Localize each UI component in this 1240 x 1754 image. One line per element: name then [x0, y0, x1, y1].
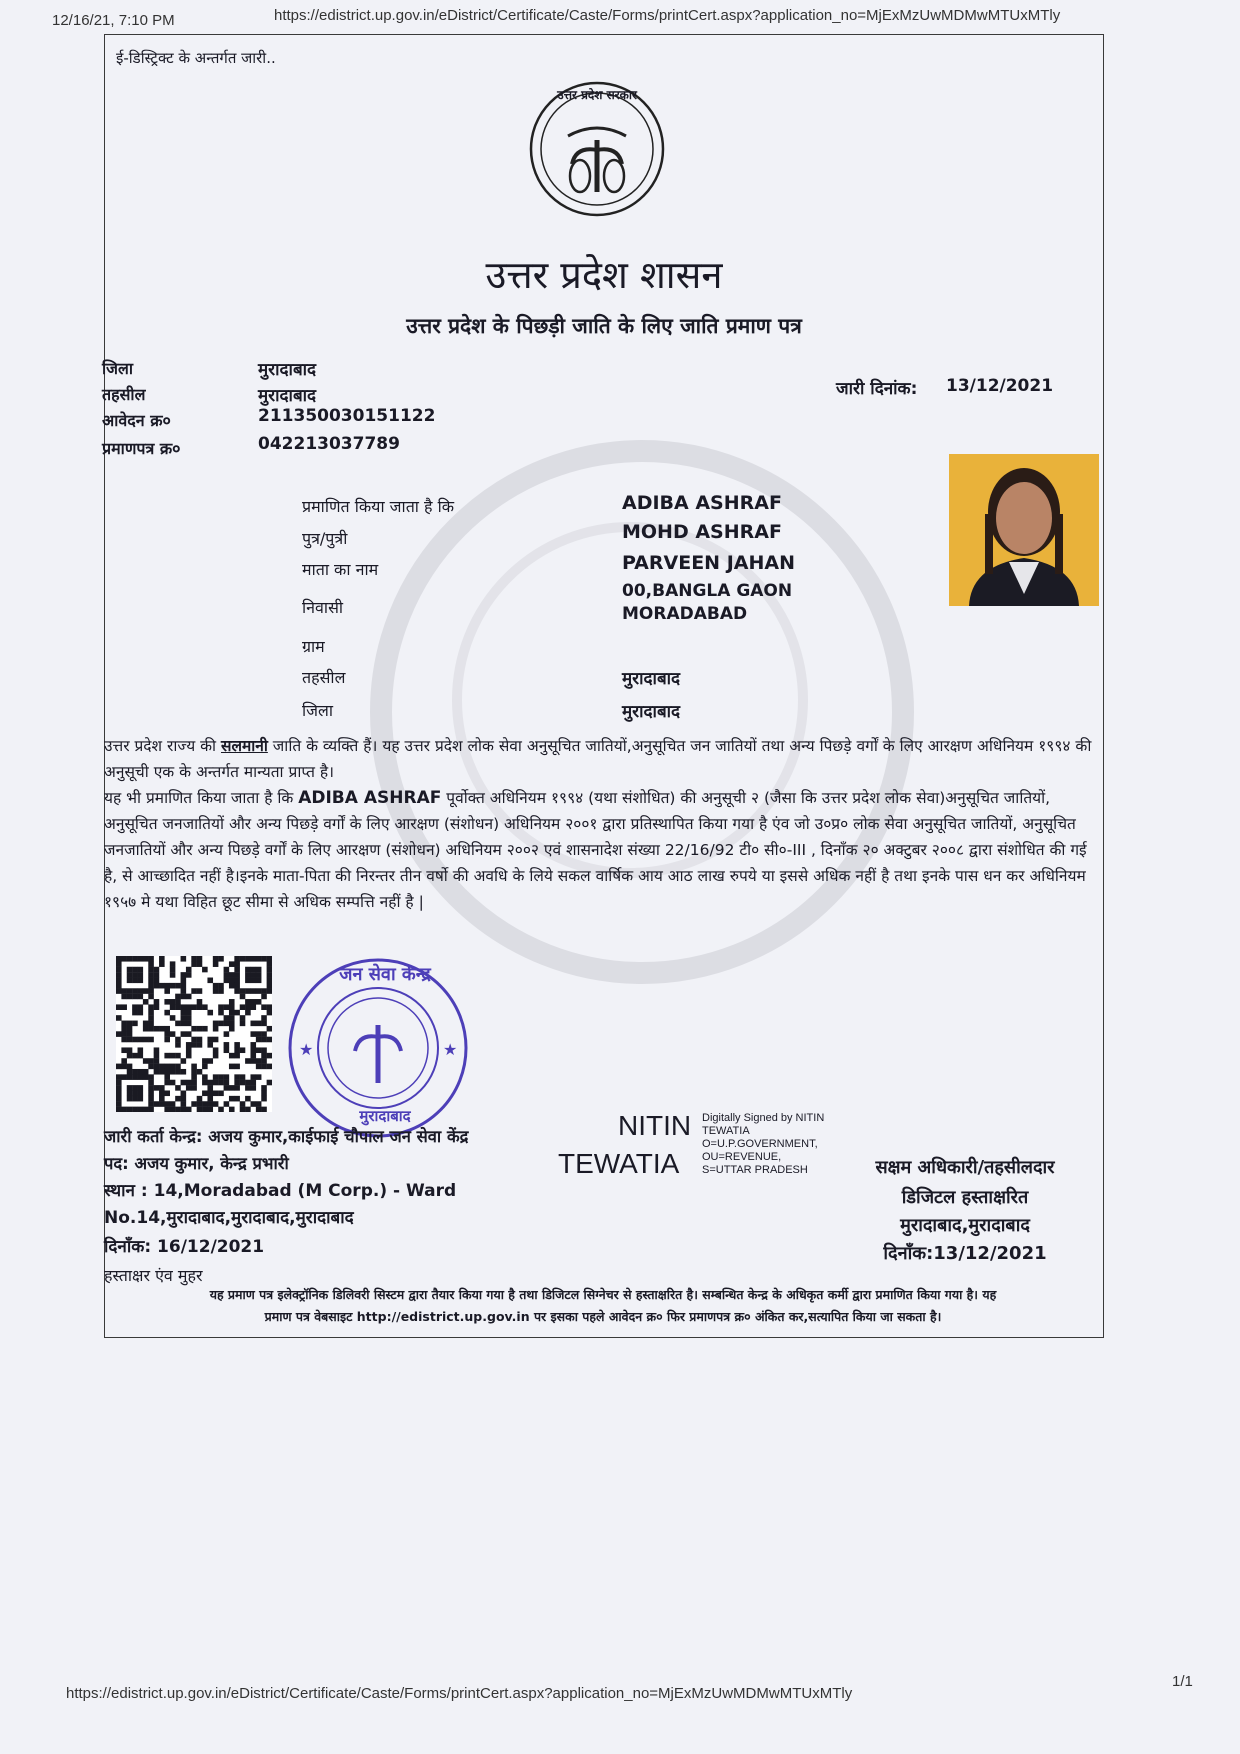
meta-value-tehsil: मुरादाबाद	[258, 386, 317, 406]
officer-title: सक्षम अधिकारी/तहसीलदार	[875, 1157, 1055, 1178]
officer-place: मुरादाबाद,मुरादाबाद	[900, 1215, 1030, 1236]
district-value: मुरादाबाद	[622, 702, 681, 722]
issuer-place-2: No.14,मुरादाबाद,मुरादाबाद,मुरादाबाद	[104, 1208, 354, 1228]
certificate-title: उत्तर प्रदेश शासन	[485, 253, 723, 297]
meta-label-tehsil: तहसील	[102, 385, 146, 404]
footer-note: यह प्रमाण पत्र इलेक्ट्रॉनिक डिलिवरी सिस्टम द्वारा तैयार किया गया है तथा डिजिटल सिग्नेचर से हस्ताक्षरित है। सम्बन्धित केन्द्र के अधिकृत कर्मी द्वारा प्रमाणित किया गया है। यह प्रमाण पत्र वेबसाइट http://edistrict.up.gov.in पर इसका पहले आवेदन क्र० फिर प्रमाणपत्र क्र० अंकित कर,सत्यापित किया जा सकता है।	[209, 1287, 997, 1324]
issuer-sign-label: हस्ताक्षर एंव मुहर	[104, 1266, 203, 1285]
officer-date: दिनाँक:13/12/2021	[883, 1243, 1047, 1264]
meta-label-application: आवेदन क्र०	[102, 411, 171, 430]
meta-value-certificate: 042213037789	[258, 434, 400, 454]
print-url-top: https://edistrict.up.gov.in/eDistrict/Certificate/Caste/Forms/printCert.aspx?application_no=MjExMzUwMDMwMTUxMTly	[274, 7, 1061, 24]
svg-text:★: ★	[299, 1040, 314, 1059]
svg-text:★: ★	[443, 1040, 458, 1059]
village-label: ग्राम	[302, 637, 325, 656]
officer-signed: डिजिटल हस्ताक्षरित	[901, 1187, 1029, 1208]
applicant-photo	[949, 454, 1099, 606]
qr-code	[116, 956, 272, 1112]
district-label: जिला	[302, 701, 334, 720]
issue-date: 13/12/2021	[946, 376, 1054, 396]
issuer-center: जारी कर्ता केन्द्र: अजय कुमार,काईफाई चौपाल जन सेवा केंद्र	[104, 1127, 469, 1146]
print-page-number: 1/1	[1172, 1673, 1193, 1690]
father-label: पुत्र/पुत्री	[302, 529, 348, 548]
applicant-name: ADIBA ASHRAF	[622, 492, 782, 514]
signer-name-1: NITIN	[618, 1110, 692, 1141]
address-line-2: MORADABAD	[622, 604, 748, 624]
meta-value-district: मुरादाबाद	[258, 360, 317, 380]
print-datetime: 12/16/21, 7:10 PM	[52, 12, 175, 29]
issued-under-label: ई-डिस्ट्रिक्ट के अन्तर्गत जारी..	[116, 49, 276, 67]
mother-label: माता का नाम	[302, 560, 379, 579]
mother-name: PARVEEN JAHAN	[622, 552, 795, 574]
stamp-bottom-text: मुरादाबाद	[359, 1107, 411, 1125]
digital-signature-details: Digitally Signed by NITIN TEWATIA O=U.P.GOVERNMENT, OU=REVENUE, S=UTTAR PRADESH	[702, 1112, 825, 1176]
issuer-date: दिनाँक: 16/12/2021	[104, 1237, 265, 1257]
certify-label: प्रमाणित किया जाता है कि	[302, 497, 455, 516]
issuer-post: पद: अजय कुमार, केन्द्र प्रभारी	[104, 1154, 289, 1173]
tehsil-value: मुरादाबाद	[622, 669, 681, 689]
certified-name: ADIBA ASHRAF	[298, 788, 442, 808]
certificate-subtitle: उत्तर प्रदेश के पिछड़ी जाति के लिए जाति प्रमाण पत्र	[406, 314, 802, 338]
meta-label-district: जिला	[102, 359, 134, 378]
certification-paragraph: यह भी प्रमाणित किया जाता है कि ADIBA ASHRAF पूर्वोक्त अधिनियम १९९४ (यथा संशोधित) की अनुसूची २ (जैसा कि उत्तर प्रदेश लोक सेवा)अनुसूचित जातियों, अनुसूचित जनजातियों और अन्य पिछड़े वर्गों के लिए आरक्षण (संशोधन) अधिनियम २००१ द्वारा प्रतिस्थापित किया गया है एंव जो उ०प्र० लोक सेवा अनुसूचित जातियों, अनुसूचित जनजातियों और अन्य पिछड़े वर्गों के लिए आरक्षण (संशोधन) अधिनियम २००२ एवं शासनादेश संख्या 22/16/92 टी० सी०-III , दिनाँक २० अक्टुबर २००८ द्वारा संशोधित की गई है, से आच्छादित नहीं है।इनके माता-पिता की निरन्तर तीन वर्षो की अवधि के लिये सकल वार्षिक आय आठ लाख रुपये या इससे अधिक नहीं है तथा इनके पास धन कर अधिनियम १९५७ मे यथा विहित छूट सीमा से अधिक सम्पत्ति नहीं है |	[104, 788, 1087, 911]
caste-name: सलमानी	[220, 737, 268, 755]
tehsil-label: तहसील	[302, 668, 346, 687]
meta-label-certificate: प्रमाणपत्र क्र०	[102, 439, 181, 458]
print-url-bottom: https://edistrict.up.gov.in/eDistrict/Certificate/Caste/Forms/printCert.aspx?application_no=MjExMzUwMDMwMTUxMTly	[66, 1685, 853, 1702]
address-line-1: 00,BANGLA GAON	[622, 581, 793, 601]
issue-date-label: जारी दिनांक:	[836, 379, 918, 399]
stamp-text: जन सेवा केन्द्र	[339, 964, 431, 985]
signer-name-2: TEWATIA	[558, 1148, 680, 1179]
issuer-place-1: स्थान : 14,Moradabad (M Corp.) - Ward	[104, 1181, 457, 1201]
emblem-text: उत्तर प्रदेश सरकार	[557, 88, 637, 102]
meta-value-application: 211350030151122	[258, 406, 436, 426]
father-name: MOHD ASHRAF	[622, 521, 782, 543]
caste-paragraph: उत्तर प्रदेश राज्य की सलमानी जाति के व्यक्ति हैं। यह उत्तर प्रदेश लोक सेवा अनुसूचित जातियों,अनुसूचित जन जातियों तथा अन्य पिछड़े वर्गों के लिए आरक्षण अधिनियम १९९४ की अनुसूची एक के अन्तर्गत मान्यता प्राप्त है।	[104, 737, 1092, 781]
resident-label: निवासी	[302, 598, 344, 617]
